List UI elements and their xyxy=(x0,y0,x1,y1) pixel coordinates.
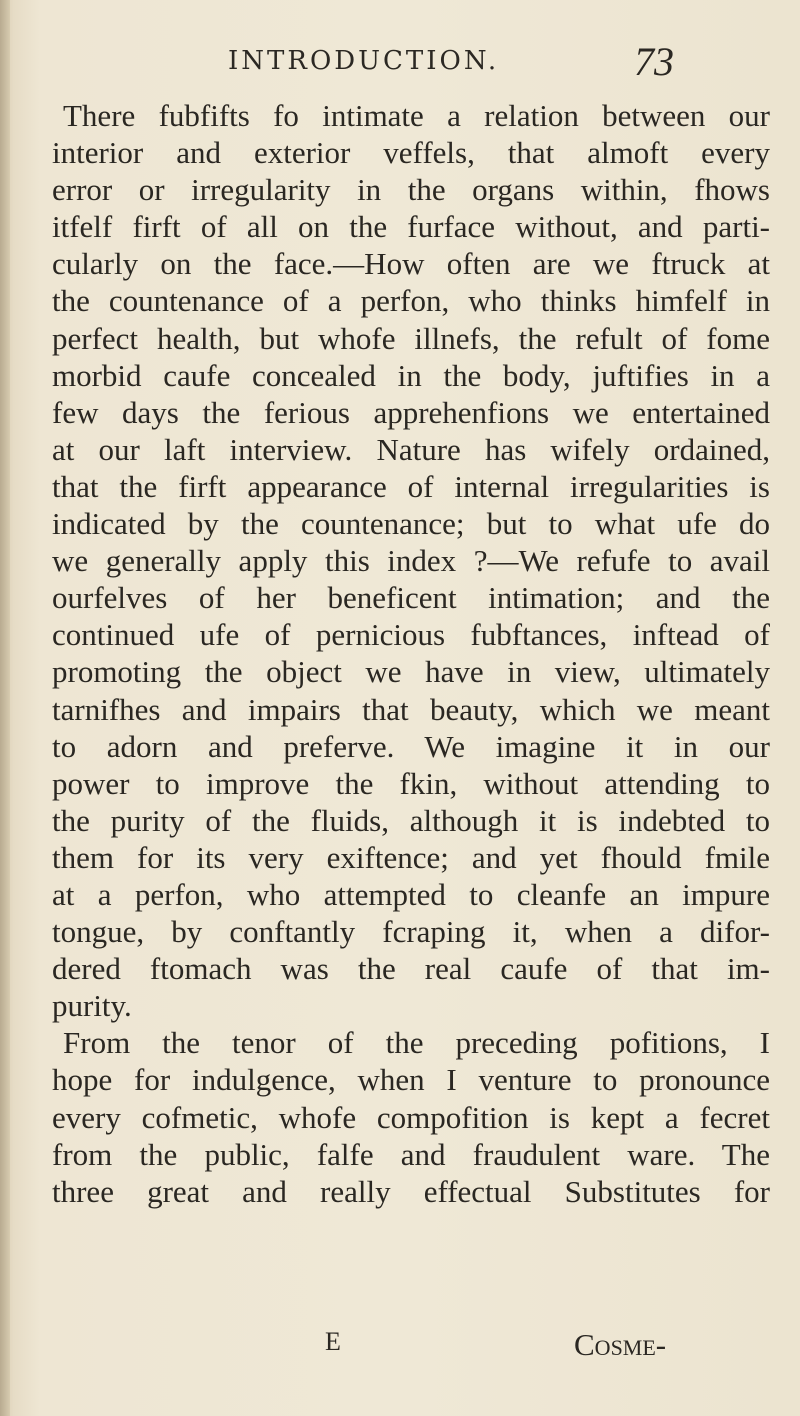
text-line: ourfelves of her beneficent intimation; and the xyxy=(52,580,770,616)
text-line: every cofmetic, whofe compofition is kept a fecret xyxy=(52,1099,770,1135)
text-line: we generally apply this index ?—We refufe to avail xyxy=(52,543,770,579)
text-line: From the tenor of the preceding pofitions, I xyxy=(63,1025,770,1061)
text-line: dered ftomach was the real caufe of that im- xyxy=(52,951,770,987)
catchword: Cosme- xyxy=(574,1327,667,1362)
page-number: 73 xyxy=(634,39,674,84)
text-line: There fubfifts fo intimate a relation between our xyxy=(63,98,770,133)
text-line: hope for indulgence, when I venture to pronounce xyxy=(52,1062,770,1098)
text-line: three great and really effectual Substitutes for xyxy=(52,1173,770,1209)
page-header xyxy=(0,39,800,94)
text-line: tarnifhes and impairs that beauty, which we meant xyxy=(52,691,770,727)
page-footer xyxy=(0,1327,800,1367)
text-line: the purity of the fluids, although it is indebted to xyxy=(52,802,770,838)
text-line: at our laft interview. Nature has wifely ordained, xyxy=(52,431,770,467)
text-line: perfect health, but whofe illnefs, the refult of fome xyxy=(52,320,770,356)
text-line: itfelf firft of all on the furface without, and parti- xyxy=(52,209,770,245)
body-text xyxy=(52,97,770,1210)
text-line: indicated by the countenance; but to what ufe do xyxy=(52,506,770,542)
text-line: from the public, falfe and fraudulent ware. The xyxy=(52,1136,770,1172)
text-line: purity. xyxy=(52,988,132,1024)
text-line: at a perfon, who attempted to cleanfe an impure xyxy=(52,876,770,912)
text-line: the countenance of a perfon, who thinks himfelf in xyxy=(52,283,770,319)
text-line: continued ufe of pernicious fubftances, inftead of xyxy=(52,617,770,653)
text-line: promoting the object we have in view, ultimately xyxy=(52,654,770,690)
page-gutter xyxy=(0,0,10,1416)
text-line: few days the ferious apprehenfions we entertained xyxy=(52,394,770,430)
text-line: interior and exterior veffels, that almoft every xyxy=(52,135,770,171)
signature-mark: E xyxy=(325,1327,341,1356)
text-line: them for its very exiftence; and yet fhould fmile xyxy=(52,839,770,875)
text-line: error or irregularity in the organs within, fhows xyxy=(52,172,770,208)
text-line: cularly on the face.—How often are we ftruck at xyxy=(52,246,770,282)
text-line: that the firft appearance of internal irregularities is xyxy=(52,468,770,504)
text-line: power to improve the fkin, without attending to xyxy=(52,765,770,801)
text-line: to adorn and preferve. We imagine it in our xyxy=(52,728,770,764)
running-head: INTRODUCTION. xyxy=(228,46,500,76)
text-line: tongue, by conftantly fcraping it, when a difor- xyxy=(52,914,770,950)
text-line: morbid caufe concealed in the body, juftifies in a xyxy=(52,357,770,393)
